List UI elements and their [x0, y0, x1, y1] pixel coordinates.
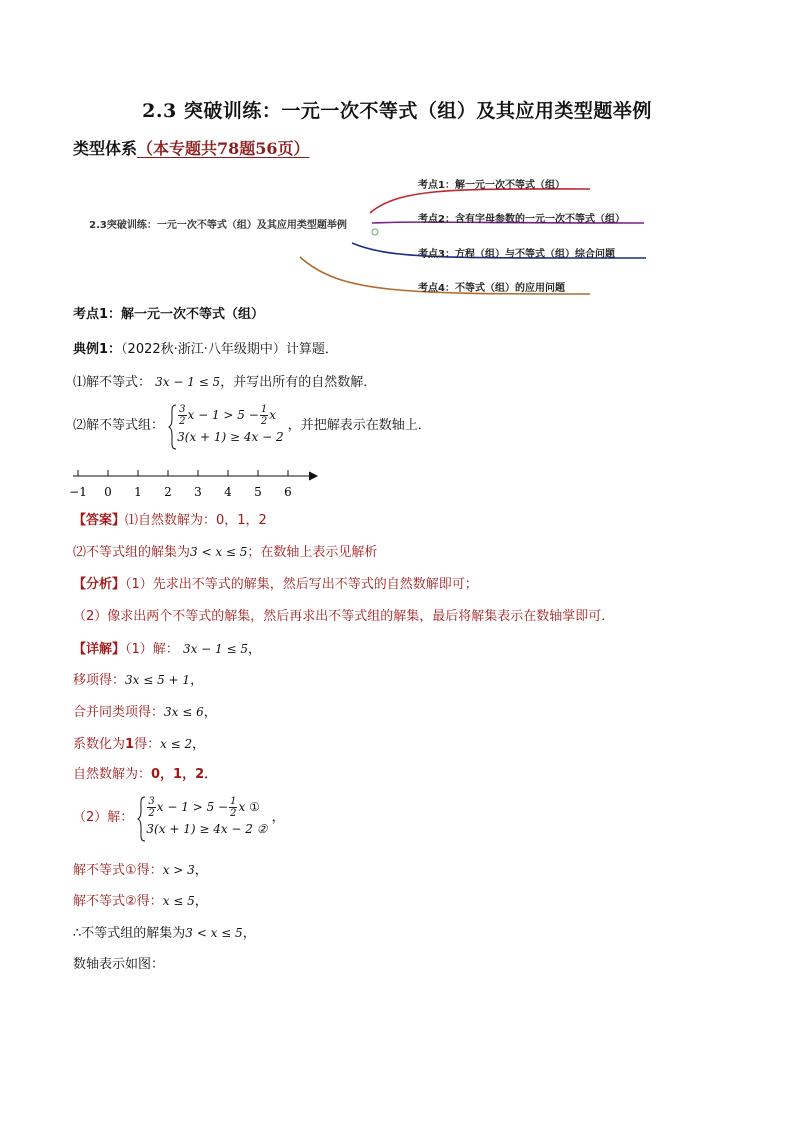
- detail-line-8: 解不等式②得：x ≤ 5，: [73, 894, 208, 909]
- answer-line-1: [73, 512, 267, 530]
- q2-row-1: $\frac{3}{2}$ x − 1 > 5 − $\frac{1}{2}$ x: [179, 404, 276, 427]
- brace-icon: [137, 796, 146, 842]
- detail-line-2: 移项得：3x ≤ 5 + 1，: [73, 673, 204, 688]
- detail-line-6: （2）解： $\frac{3}{2}$ x − 1 > 5 − $\frac{1}{2}$ x ① 3(x + 1) ≥ 4x − 2 ② ，: [73, 796, 285, 848]
- q2-suffix: ，并把解表示在数轴上．: [287, 418, 431, 433]
- number-line-label: −1: [69, 485, 87, 499]
- number-line-label: 3: [194, 485, 202, 499]
- mindmap-root: 2.3突破训练：一元一次不等式（组）及其应用类型题举例: [89, 220, 347, 231]
- analysis-line-1: 【分析】（1）先求出不等式的解集，然后写出不等式的自然数解即可；: [73, 577, 478, 592]
- detail-line-3: 合并同类项得：3x ≤ 6，: [73, 705, 217, 720]
- mindmap-node-4: 考点4：不等式（组）的应用问题: [418, 283, 565, 294]
- mindmap-node-2: 考点2：含有字母参数的一元一次不等式（组）: [418, 214, 625, 225]
- type-system-note: （本专题共78题56页）: [137, 139, 310, 158]
- detail-line-10: 数轴表示如图：: [73, 957, 165, 972]
- mindmap-node-1: 考点1：解一元一次不等式（组）: [418, 180, 565, 191]
- detail-line-1: 【详解】（1）解： 3x − 1 ≤ 5，: [73, 642, 261, 657]
- detail-line-7: 解不等式①得：x > 3，: [73, 863, 208, 878]
- example-source: （2022秋·浙江·八年级期中）计算题．: [121, 342, 338, 357]
- page-title: 2.3 突破训练：一元一次不等式（组）及其应用类型题举例: [142, 100, 652, 122]
- number-line-label: 5: [254, 485, 262, 499]
- analysis-line-2: （2）像求出两个不等式的解集，然后再求出不等式组的解集，最后将解集表示在数轴掌即可．: [73, 609, 615, 624]
- q1-suffix: ，并写出所有的自然数解．: [220, 375, 377, 390]
- detail-tag: 【详解】: [73, 642, 126, 657]
- number-line-label: 1: [134, 485, 142, 499]
- number-line-label: 6: [284, 485, 292, 499]
- detail-row-1: $\frac{3}{2}$ x − 1 > 5 − $\frac{1}{2}$ x ①: [148, 796, 260, 819]
- answer-tag: 【答案】: [73, 513, 126, 528]
- number-line-label: 4: [224, 485, 232, 499]
- question-1: [73, 373, 376, 392]
- brace-icon: [168, 404, 177, 450]
- detail-row-2: 3(x + 1) ≥ 4x − 2 ②: [146, 822, 268, 836]
- detail-line-4: 系数化为1得：x ≤ 2，: [73, 737, 206, 752]
- type-system-heading: [73, 136, 310, 159]
- analysis-tag: 【分析】: [73, 577, 126, 592]
- q2-prefix: ⑵解不等式组：: [73, 418, 165, 433]
- number-line: [65, 466, 325, 502]
- answer-1: ⑴自然数解为：0，1，2: [125, 513, 267, 528]
- answer-line-2: ⑵不等式组的解集为3 < x ≤ 5；在数轴上表示见解析: [73, 545, 378, 560]
- type-system-label: 类型体系: [73, 139, 138, 158]
- example-line: [73, 341, 338, 359]
- arrow-icon: [309, 472, 317, 480]
- number-line-label: 2: [164, 485, 172, 499]
- question-2: [73, 404, 431, 454]
- q1-prefix: ⑴解不等式：: [73, 375, 152, 390]
- number-line-label: 0: [104, 485, 112, 499]
- example-label: 典例1：: [73, 342, 122, 357]
- detail-line-9: ∴不等式组的解集为3 < x ≤ 5，: [73, 926, 256, 941]
- detail-system: [137, 796, 267, 840]
- detail-line-5: 自然数解为：0，1，2．: [73, 767, 218, 782]
- section-heading: 考点1：解一元一次不等式（组）: [73, 307, 265, 322]
- q1-math: 3x − 1 ≤ 5: [155, 375, 221, 389]
- mindmap-connectors: [0, 165, 794, 305]
- mindmap-node-3: 考点3：方程（组）与不等式（组）综合问题: [418, 249, 615, 260]
- q2-system: [168, 404, 284, 448]
- mindmap-collapse-icon: [372, 229, 378, 235]
- q2-row-2: 3(x + 1) ≥ 4x − 2: [177, 430, 284, 444]
